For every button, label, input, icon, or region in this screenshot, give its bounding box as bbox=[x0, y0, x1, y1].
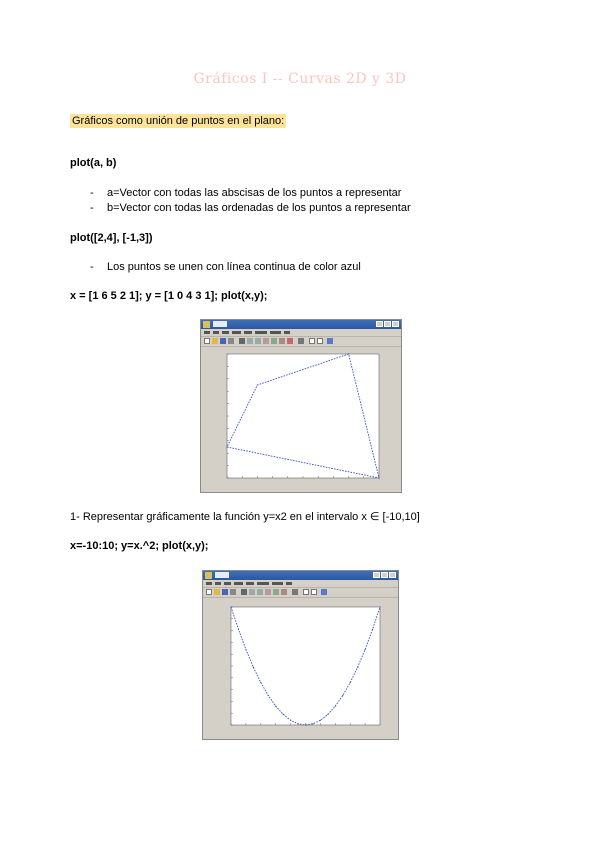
brush-icon[interactable] bbox=[287, 338, 293, 344]
data-point bbox=[245, 649, 246, 650]
data-point bbox=[305, 724, 306, 725]
new-figure-icon[interactable] bbox=[206, 589, 212, 595]
close-icon[interactable] bbox=[389, 572, 396, 578]
window-title-placeholder bbox=[215, 572, 229, 578]
pointer-icon[interactable] bbox=[241, 589, 247, 595]
menu-bar bbox=[201, 329, 401, 336]
zoom-in-icon[interactable] bbox=[247, 338, 253, 344]
exercise-1: 1- Representar gráficamente la función y=x2 en el intervalo x ∈ [-10,10] bbox=[70, 511, 420, 523]
menu-view[interactable] bbox=[222, 331, 229, 334]
figure-toolbar bbox=[201, 336, 401, 347]
data-point bbox=[378, 477, 379, 478]
data-cursor-icon[interactable] bbox=[279, 338, 285, 344]
legend-icon[interactable] bbox=[317, 338, 323, 344]
rotate-icon[interactable] bbox=[273, 589, 279, 595]
pointer-icon[interactable] bbox=[239, 338, 245, 344]
menu-window[interactable] bbox=[270, 331, 281, 334]
data-point bbox=[350, 682, 351, 683]
menu-desktop[interactable] bbox=[257, 582, 269, 585]
window-title-placeholder bbox=[213, 321, 227, 327]
data-point bbox=[253, 667, 254, 668]
data-point bbox=[268, 695, 269, 696]
figure-icon bbox=[203, 321, 210, 328]
data-point bbox=[365, 649, 366, 650]
save-icon[interactable] bbox=[220, 338, 226, 344]
figure-window-1 bbox=[200, 319, 402, 493]
print-icon[interactable] bbox=[228, 338, 234, 344]
minimize-icon[interactable] bbox=[373, 572, 380, 578]
data-point bbox=[230, 606, 231, 607]
close-icon[interactable] bbox=[392, 321, 399, 327]
data-point bbox=[297, 723, 298, 724]
example-call: plot([2,4], [-1,3]) bbox=[70, 232, 153, 244]
menu-tools[interactable] bbox=[244, 331, 252, 334]
data-point bbox=[226, 446, 227, 447]
menu-file[interactable] bbox=[206, 582, 212, 585]
code-line-2: x=-10:10; y=x.^2; plot(x,y); bbox=[70, 540, 209, 552]
data-cursor-icon[interactable] bbox=[281, 589, 287, 595]
data-point bbox=[312, 723, 313, 724]
legend-icon[interactable] bbox=[311, 589, 317, 595]
data-point bbox=[290, 720, 291, 721]
page-title: Gráficos I -- Curvas 2D y 3D bbox=[193, 71, 407, 87]
data-point bbox=[372, 629, 373, 630]
data-point bbox=[275, 706, 276, 707]
menu-help[interactable] bbox=[284, 331, 290, 334]
menu-tools[interactable] bbox=[246, 582, 254, 585]
data-point bbox=[379, 606, 380, 607]
data-point bbox=[283, 714, 284, 715]
plot-area bbox=[205, 599, 394, 735]
figure-icon bbox=[205, 572, 212, 579]
bullet-text: b=Vector con todas las ordenadas de los puntos a representar bbox=[107, 202, 411, 214]
window-titlebar bbox=[203, 571, 398, 580]
data-point bbox=[257, 384, 258, 385]
maximize-icon[interactable] bbox=[381, 572, 388, 578]
zoom-out-icon[interactable] bbox=[257, 589, 263, 595]
menu-insert[interactable] bbox=[234, 582, 243, 585]
data-point bbox=[238, 629, 239, 630]
colorbar-icon[interactable] bbox=[303, 589, 309, 595]
menu-window[interactable] bbox=[272, 582, 283, 585]
bullet-dash: - bbox=[90, 202, 94, 214]
menu-file[interactable] bbox=[204, 331, 210, 334]
syntax-plot: plot(a, b) bbox=[70, 157, 117, 169]
zoom-in-icon[interactable] bbox=[249, 589, 255, 595]
rotate-icon[interactable] bbox=[271, 338, 277, 344]
menu-edit[interactable] bbox=[215, 582, 221, 585]
figure-toolbar bbox=[203, 587, 398, 598]
bullet-dash: - bbox=[90, 261, 94, 273]
menu-desktop[interactable] bbox=[255, 331, 267, 334]
data-point bbox=[357, 667, 358, 668]
code-line-1: x = [1 6 5 2 1]; y = [1 0 4 3 1]; plot(x,y); bbox=[70, 290, 268, 302]
print-icon[interactable] bbox=[230, 589, 236, 595]
link-icon[interactable] bbox=[298, 338, 304, 344]
plot-tools-icon[interactable] bbox=[327, 338, 333, 344]
axes-box bbox=[227, 354, 379, 478]
menu-view[interactable] bbox=[224, 582, 231, 585]
pan-icon[interactable] bbox=[263, 338, 269, 344]
open-folder-icon[interactable] bbox=[212, 338, 218, 344]
plot-area bbox=[203, 348, 397, 488]
plot-tools-icon[interactable] bbox=[321, 589, 327, 595]
pan-icon[interactable] bbox=[265, 589, 271, 595]
figure-window-2 bbox=[202, 570, 399, 740]
data-point bbox=[327, 714, 328, 715]
bullet-text: a=Vector con todas las abscisas de los puntos a representar bbox=[107, 187, 402, 199]
bullet-text: Los puntos se unen con línea continua de color azul bbox=[107, 261, 361, 273]
data-point bbox=[320, 720, 321, 721]
new-figure-icon[interactable] bbox=[204, 338, 210, 344]
colorbar-icon[interactable] bbox=[309, 338, 315, 344]
save-icon[interactable] bbox=[222, 589, 228, 595]
data-point bbox=[342, 695, 343, 696]
data-point bbox=[348, 353, 349, 354]
data-point bbox=[335, 706, 336, 707]
data-point bbox=[260, 682, 261, 683]
menu-bar bbox=[203, 580, 398, 587]
menu-insert[interactable] bbox=[232, 331, 241, 334]
minimize-icon[interactable] bbox=[376, 321, 383, 327]
open-folder-icon[interactable] bbox=[214, 589, 220, 595]
maximize-icon[interactable] bbox=[384, 321, 391, 327]
section-heading: Gráficos como unión de puntos en el plano: bbox=[72, 115, 285, 127]
menu-edit[interactable] bbox=[213, 331, 219, 334]
link-icon[interactable] bbox=[292, 589, 298, 595]
bullet-dash: - bbox=[90, 187, 94, 199]
menu-help[interactable] bbox=[286, 582, 292, 585]
window-titlebar bbox=[201, 320, 401, 329]
zoom-out-icon[interactable] bbox=[255, 338, 261, 344]
